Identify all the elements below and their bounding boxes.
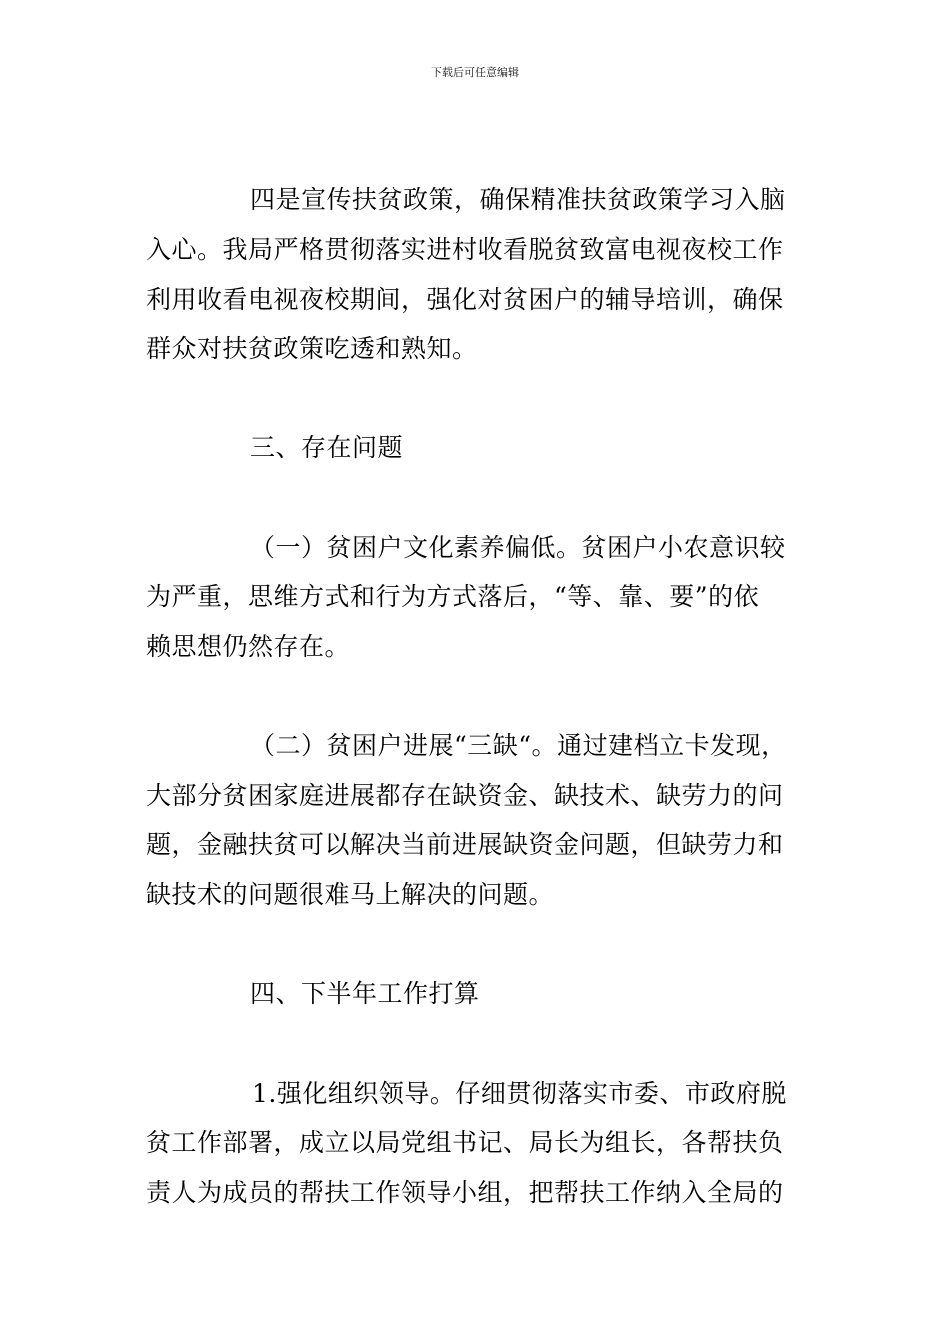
paragraph-problem-1-line-3: 赖思想仍然存在。 (146, 632, 351, 661)
paragraph-1-line-4: 群众对扶贫政策吃透和熟知。 (146, 334, 478, 363)
section-heading-plans: 四、下半年工作打算 (250, 979, 480, 1008)
paragraph-problem-2-line-1: （二）贫困户进展“三缺“。通过建档立卡发现， (250, 731, 787, 760)
paragraph-plan-1-line-1: 1.强化组织领导。仔细贯彻落实市委、市政府脱 (252, 1079, 787, 1108)
paragraph-plan-1-line-3: 责人为成员的帮扶工作领导小组，把帮扶工作纳入全局的 (146, 1178, 784, 1207)
paragraph-plan-1-line-2: 贫工作部署，成立以局党组书记、局长为组长，各帮扶负 (146, 1128, 784, 1157)
paragraph-problem-2-line-3: 题，金融扶贫可以解决当前进展缺资金问题，但缺劳力和 (146, 830, 784, 859)
section-heading-problems: 三、存在问题 (250, 433, 404, 462)
paragraph-problem-1-line-2: 为严重，思维方式和行为方式落后，“等、靠、要”的依 (146, 582, 760, 611)
paragraph-1-line-2: 入心。我局严格贯彻落实进村收看脱贫致富电视夜校工作 (146, 235, 784, 264)
page-header: 下载后可任意编辑 (431, 66, 519, 79)
paragraph-problem-1-line-1: （一）贫困户文化素养偏低。贫困户小农意识较 (250, 533, 786, 562)
paragraph-1-line-3: 利用收看电视夜校期间，强化对贫困户的辅导培训，确保 (146, 285, 784, 314)
paragraph-problem-2-line-4: 缺技术的问题很难马上解决的问题。 (146, 880, 555, 909)
paragraph-problem-2-line-2: 大部分贫困家庭进展都存在缺资金、缺技术、缺劳力的问 (146, 781, 784, 810)
paragraph-1-line-1: 四是宣传扶贫政策，确保精准扶贫政策学习入脑 (250, 185, 786, 214)
